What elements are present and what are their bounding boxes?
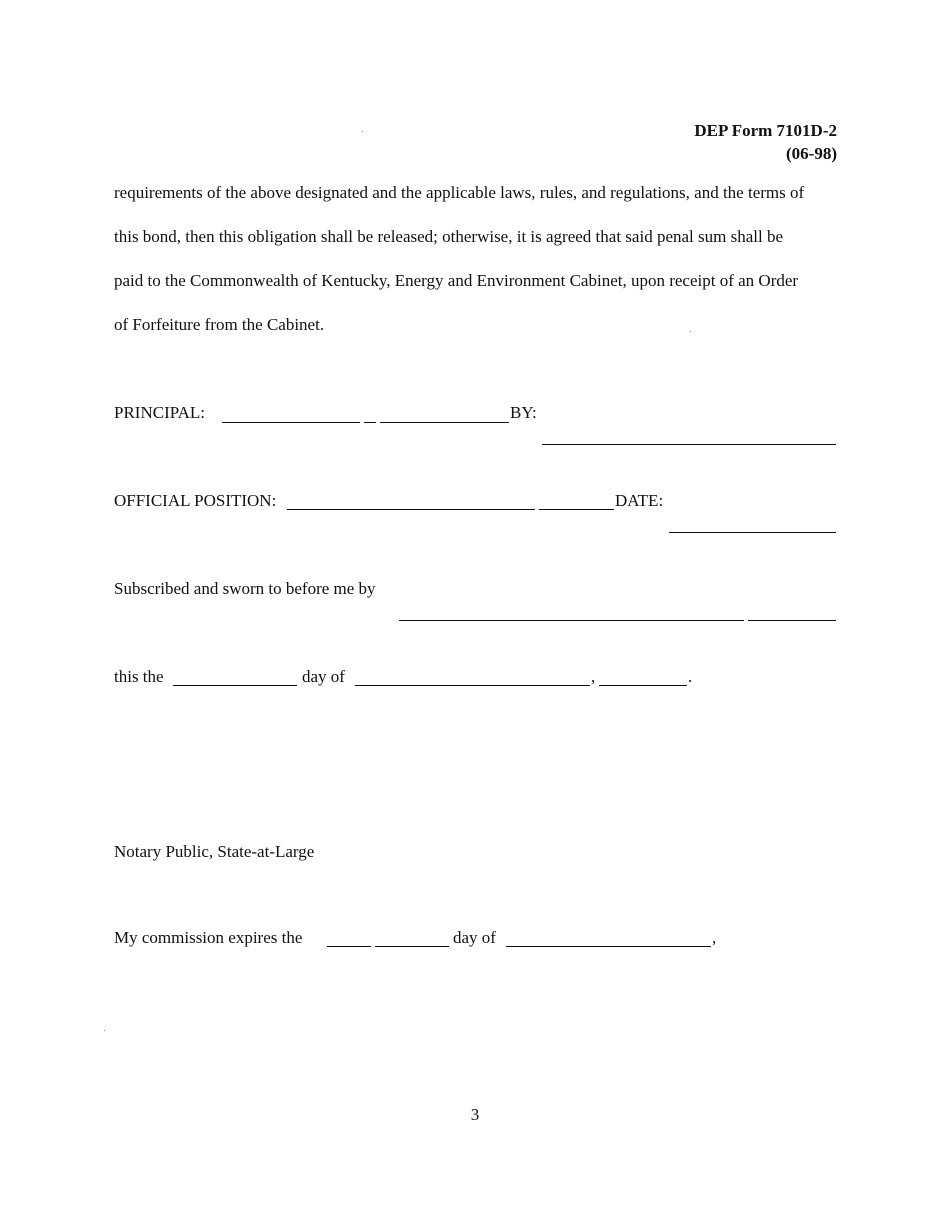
day-line[interactable] [173,685,297,686]
official-position-line[interactable] [287,509,535,510]
principal-signature-line[interactable] [222,422,360,423]
notary-title: Notary Public, State-at-Large [114,842,315,861]
date-line[interactable] [669,532,836,533]
year-line[interactable] [599,685,687,686]
scan-speck [362,131,363,132]
month-line[interactable] [355,685,590,686]
commission-month-line[interactable] [506,946,711,947]
subscribed-label: Subscribed and sworn to before me by [114,579,376,598]
commission-day-of-label: day of [453,928,496,947]
official-position-line-end[interactable] [539,509,614,510]
scan-speck [690,331,691,332]
by-signature-line[interactable] [542,444,836,445]
subscribed-by-line-end[interactable] [748,620,836,621]
body-text-line-4: of Forfeiture from the Cabinet. [114,315,325,334]
commission-label: My commission expires the [114,928,303,947]
body-text-line-2: this bond, then this obligation shall be released; otherwise, it is agreed that said penal sum shall be [114,227,783,246]
body-text-line-3: paid to the Commonwealth of Kentucky, Energy and Environment Cabinet, upon receipt of an Order [114,271,799,290]
principal-signature-line-end[interactable] [380,422,509,423]
subscribed-by-line[interactable] [399,620,744,621]
date-label: DATE: [615,491,664,510]
principal-signature-line-gap [364,422,376,423]
commission-day-line-end[interactable] [375,946,449,947]
official-position-label: OFFICIAL POSITION: [114,491,277,510]
by-label: BY: [510,403,537,422]
page-number: 3 [470,1105,480,1124]
principal-label: PRINCIPAL: [114,403,206,422]
form-revision: (06-98) [786,144,837,163]
commission-day-line[interactable] [327,946,371,947]
scan-speck [104,1030,105,1031]
body-text-line-1: requirements of the above designated and the applicable laws, rules, and regulations, and the terms of [114,183,805,202]
year-period: . [688,667,693,686]
day-of-label: day of [302,667,345,686]
this-the-label: this the [114,667,164,686]
form-id: DEP Form 7101D-2 [694,121,837,140]
commission-comma: , [712,928,717,947]
month-comma: , [591,667,596,686]
